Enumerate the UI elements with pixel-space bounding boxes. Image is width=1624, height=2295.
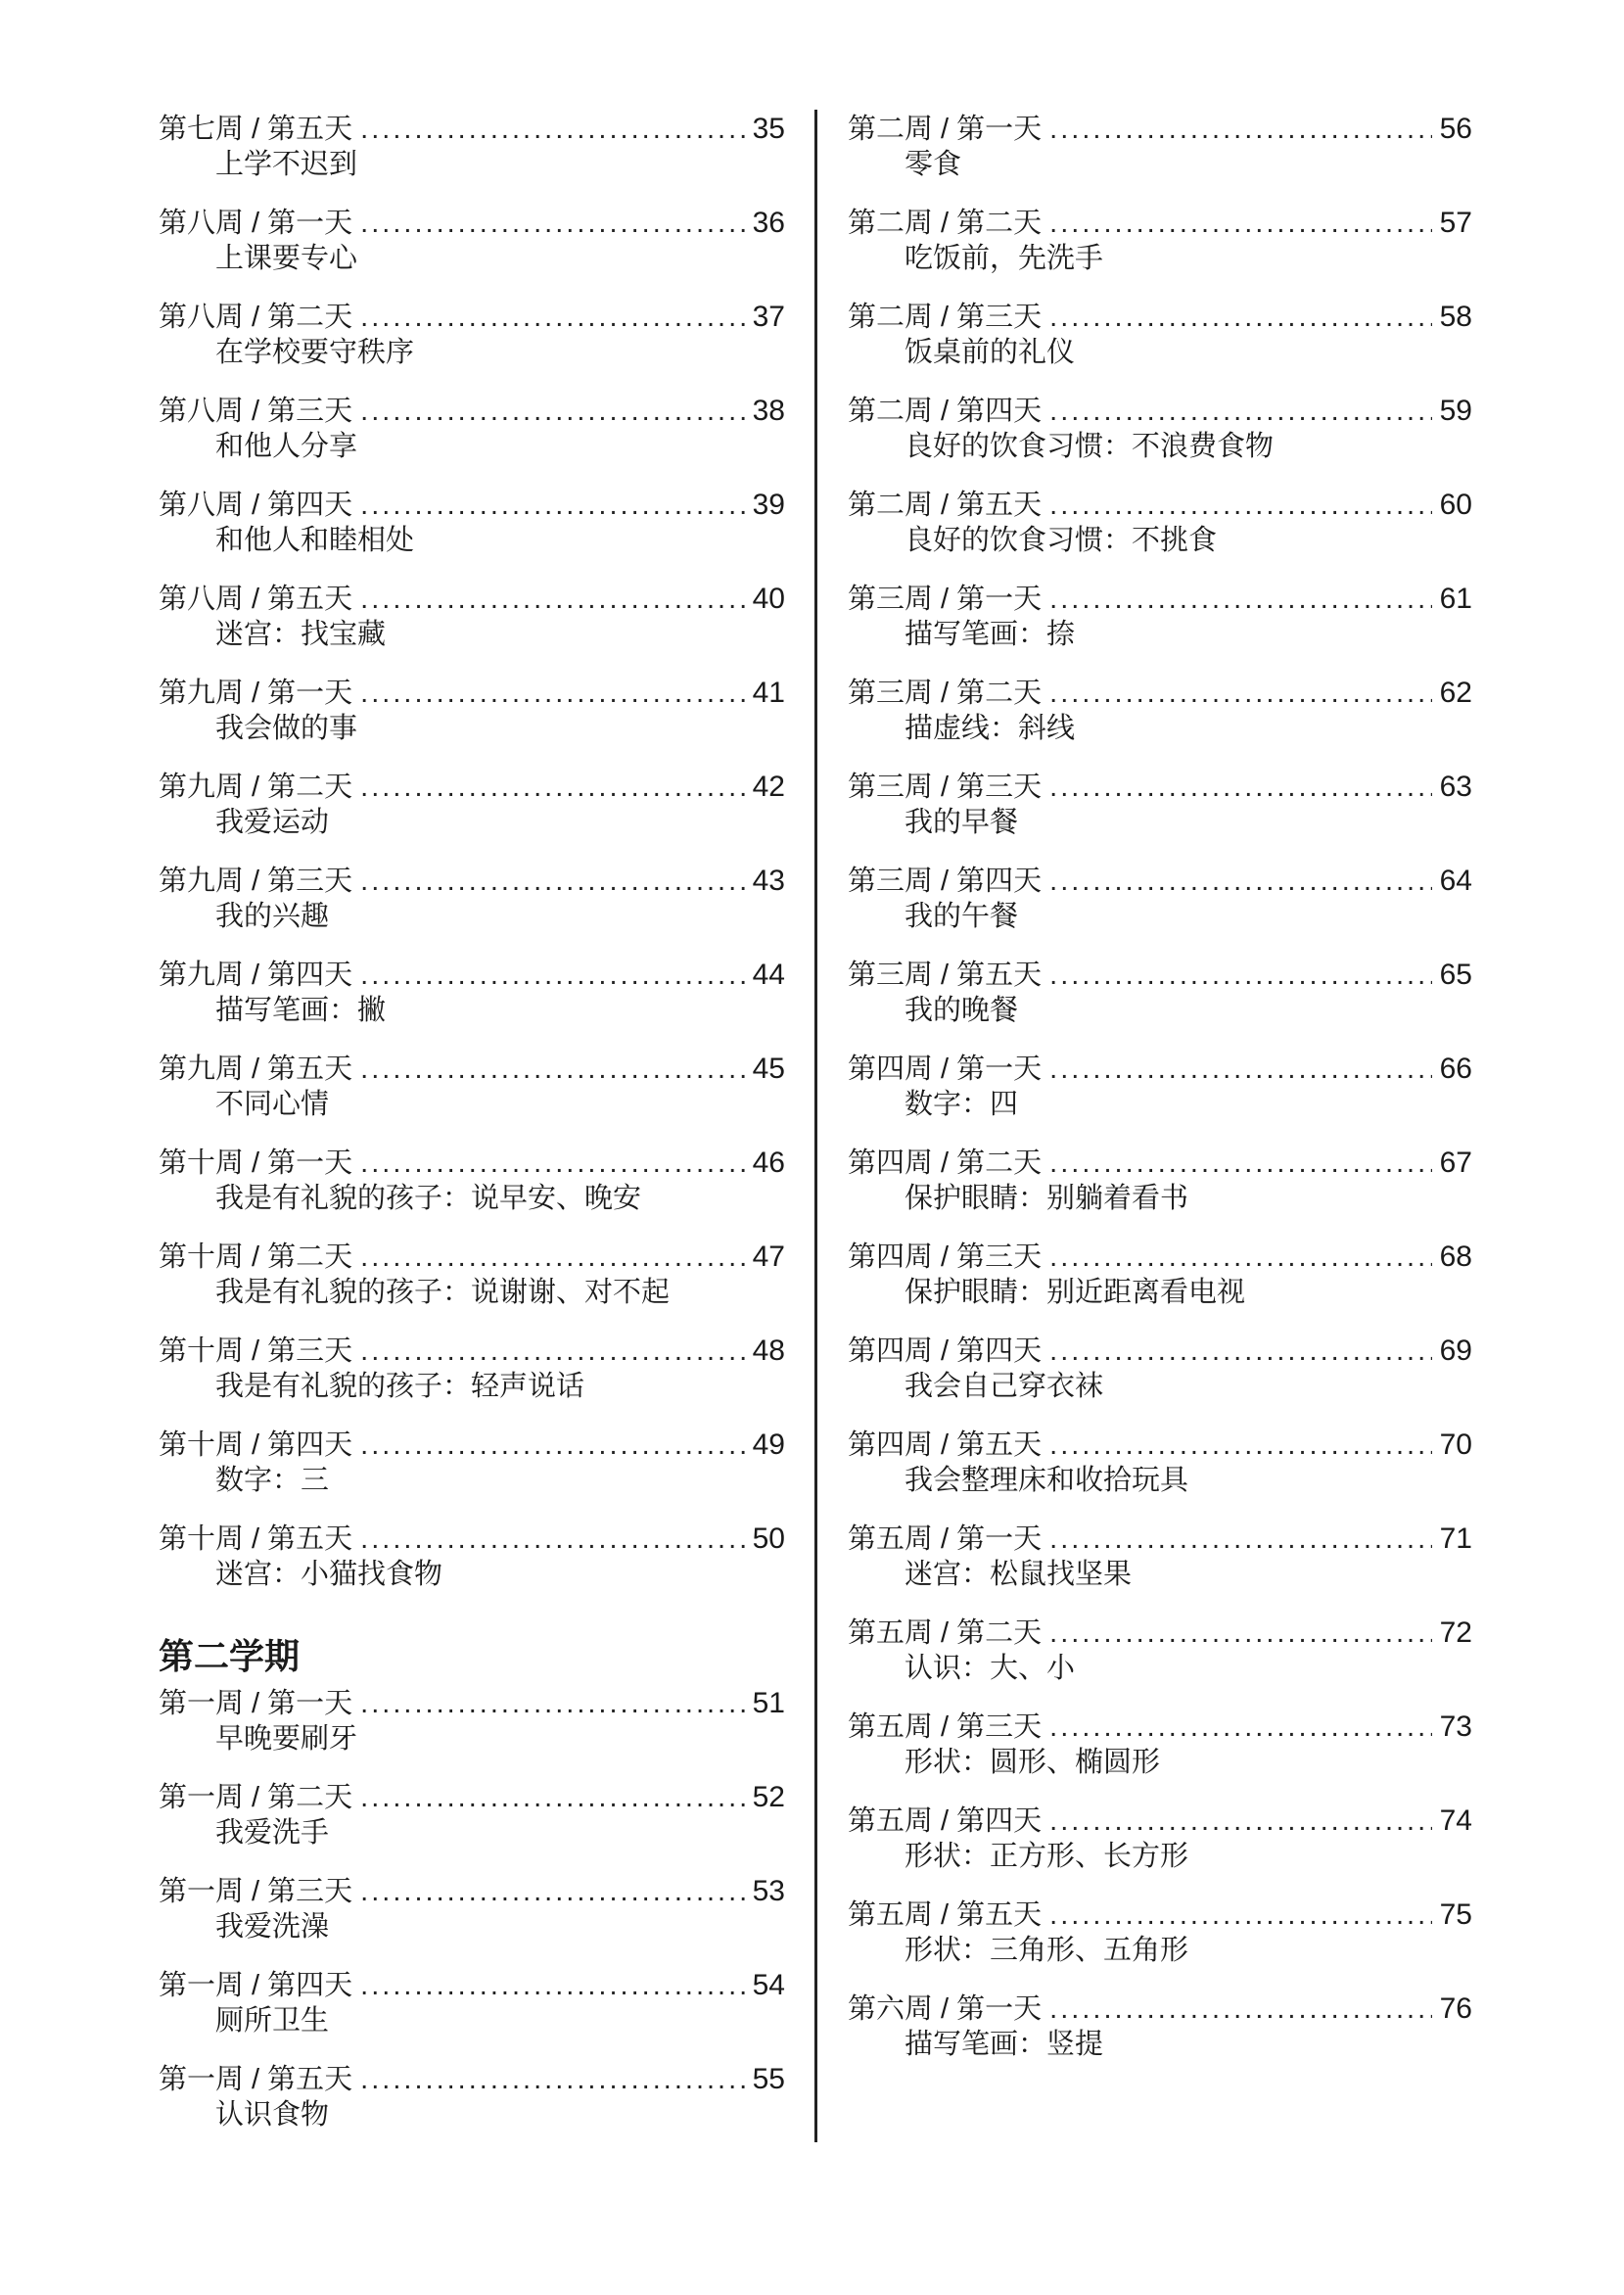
entry-subtitle: 饭桌前的礼仪 [905,337,1076,368]
toc-entry[interactable] [159,300,785,378]
dot-leader [360,206,744,241]
toc-entry[interactable] [159,206,785,284]
entry-subtitle: 吃饭前，先洗手 [905,243,1104,274]
page-number: 44 [752,959,785,991]
dot-leader [1049,206,1431,241]
entry-title: 第四周 / 第四天 [848,1335,1043,1367]
page-number: 52 [752,1781,785,1813]
page-number: 63 [1439,771,1472,803]
dot-leader [360,1428,744,1463]
entry-title: 第六周 / 第一天 [848,1993,1043,2025]
entry-subtitle: 描写笔画：捺 [905,619,1076,650]
page-number: 74 [1439,1804,1472,1837]
entry-subtitle: 数字：三 [215,1465,330,1496]
toc-entry[interactable] [848,770,1472,848]
entry-subtitle: 和他人分享 [215,431,358,462]
entry-title: 第三周 / 第一天 [848,584,1043,615]
entry-subtitle: 认识：大、小 [905,1653,1076,1684]
toc-entry[interactable] [159,1240,785,1318]
toc-entry[interactable] [848,300,1472,378]
entry-title: 第二周 / 第一天 [848,114,1043,145]
toc-entry[interactable] [159,2062,785,2140]
entry-title: 第九周 / 第四天 [159,960,353,991]
entry-subtitle: 保护眼睛：别躺着看书 [905,1183,1189,1214]
toc-entry[interactable] [159,770,785,848]
entry-title: 第三周 / 第三天 [848,772,1043,803]
entry-title: 第十周 / 第三天 [159,1335,353,1367]
dot-leader [360,112,744,147]
entry-title: 第十周 / 第二天 [159,1241,353,1273]
entry-title: 第二周 / 第四天 [848,396,1043,427]
page-number: 53 [752,1875,785,1907]
entry-subtitle: 良好的饮食习惯：不挑食 [905,525,1218,556]
entry-subtitle: 形状：正方形、长方形 [905,1841,1189,1872]
entry-subtitle: 我爱运动 [215,807,330,838]
entry-subtitle: 我是有礼貌的孩子：轻声说话 [215,1371,585,1402]
toc-entry[interactable] [848,676,1472,754]
dot-leader [360,676,744,711]
dot-leader [360,1240,744,1275]
page-number: 66 [1439,1053,1472,1085]
toc-entry[interactable] [159,1334,785,1412]
toc-entry[interactable] [159,864,785,942]
toc-entry[interactable] [848,488,1472,566]
entry-title: 第五周 / 第五天 [848,1899,1043,1931]
section-heading: 第二学期 [159,1636,301,1676]
dot-leader [360,1146,744,1181]
entry-title: 第一周 / 第五天 [159,2064,353,2095]
entry-subtitle: 我的午餐 [905,901,1019,932]
dot-leader [360,1874,744,1909]
dot-leader [1049,1240,1431,1275]
toc-entry[interactable] [848,1803,1472,1882]
entry-subtitle: 迷宫：松鼠找坚果 [905,1559,1133,1590]
page-number: 55 [752,2063,785,2095]
page-number: 36 [752,207,785,239]
entry-subtitle: 我的早餐 [905,807,1019,838]
entry-title: 第三周 / 第四天 [848,866,1043,897]
page-number: 50 [752,1522,785,1555]
dot-leader [1049,1146,1431,1181]
entry-title: 第二周 / 第二天 [848,208,1043,239]
entry-subtitle: 良好的饮食习惯：不浪费食物 [905,431,1275,462]
dot-leader [360,300,744,335]
entry-title: 第一周 / 第四天 [159,1970,353,2001]
entry-subtitle: 我是有礼貌的孩子：说谢谢、对不起 [215,1277,671,1308]
toc-entry[interactable] [159,1052,785,1130]
entry-title: 第四周 / 第五天 [848,1429,1043,1461]
entry-title: 第九周 / 第一天 [159,678,353,709]
page-number: 58 [1439,301,1472,333]
entry-title: 第五周 / 第一天 [848,1523,1043,1555]
dot-leader [1049,1334,1431,1369]
entry-title: 第四周 / 第三天 [848,1241,1043,1273]
toc-entry[interactable] [159,1780,785,1858]
entry-title: 第五周 / 第四天 [848,1805,1043,1837]
dot-leader [1049,676,1431,711]
entry-subtitle: 我会做的事 [215,713,358,744]
toc-entry[interactable] [848,112,1472,190]
toc-entry[interactable] [159,676,785,754]
page-number: 51 [752,1687,785,1719]
entry-subtitle: 零食 [905,149,962,180]
entry-title: 第八周 / 第一天 [159,208,353,239]
page-number: 48 [752,1335,785,1367]
dot-leader [1049,1991,1431,2027]
page-number: 49 [752,1429,785,1461]
entry-title: 第十周 / 第四天 [159,1429,353,1461]
page-number: 61 [1439,583,1472,615]
page-number: 37 [752,301,785,333]
entry-subtitle: 数字：四 [905,1089,1019,1120]
dot-leader [1049,1052,1431,1087]
toc-entry[interactable] [848,1522,1472,1600]
page-number: 41 [752,677,785,709]
page-number: 39 [752,489,785,521]
entry-title: 第九周 / 第二天 [159,772,353,803]
toc-entry[interactable] [848,864,1472,942]
page-number: 68 [1439,1241,1472,1273]
entry-title: 第九周 / 第五天 [159,1054,353,1085]
toc-entry[interactable] [159,1968,785,2046]
page-number: 40 [752,583,785,615]
toc-entry[interactable] [159,958,785,1036]
entry-subtitle: 描写笔画：撇 [215,995,387,1026]
toc-entry[interactable] [159,1686,785,1764]
dot-leader [1049,770,1431,805]
page-number: 65 [1439,959,1472,991]
page-number: 42 [752,771,785,803]
page-number: 70 [1439,1429,1472,1461]
entry-subtitle: 描写笔画：竖提 [905,2029,1104,2060]
entry-subtitle: 我爱洗手 [215,1817,330,1849]
entry-subtitle: 迷宫：找宝藏 [215,619,387,650]
entry-subtitle: 上学不迟到 [215,149,358,180]
toc-entry[interactable] [848,958,1472,1036]
entry-subtitle: 我的晚餐 [905,995,1019,1026]
dot-leader [360,1522,744,1557]
entry-subtitle: 上课要专心 [215,243,358,274]
entry-title: 第二周 / 第五天 [848,490,1043,521]
entry-title: 第三周 / 第二天 [848,678,1043,709]
entry-subtitle: 早晚要刷牙 [215,1723,358,1755]
entry-title: 第一周 / 第二天 [159,1782,353,1813]
dot-leader [1049,958,1431,993]
page-number: 56 [1439,113,1472,145]
entry-title: 第九周 / 第三天 [159,866,353,897]
toc-entry[interactable] [159,1146,785,1224]
dot-leader [1049,582,1431,617]
dot-leader [360,582,744,617]
toc-entry[interactable] [159,112,785,190]
page-number: 76 [1439,1992,1472,2025]
dot-leader [360,1780,744,1815]
entry-title: 第八周 / 第四天 [159,490,353,521]
toc-entry[interactable] [159,582,785,660]
toc-entry[interactable] [848,1052,1472,1130]
page-number: 43 [752,865,785,897]
toc-entry[interactable] [848,1616,1472,1694]
entry-subtitle: 迷宫：小猫找食物 [215,1559,443,1590]
page-number: 45 [752,1053,785,1085]
dot-leader [1049,300,1431,335]
dot-leader [360,1334,744,1369]
page-number: 67 [1439,1147,1472,1179]
entry-subtitle: 在学校要守秩序 [215,337,415,368]
dot-leader [1049,488,1431,523]
page-number: 35 [752,113,785,145]
dot-leader [1049,1710,1431,1745]
dot-leader [1049,394,1431,429]
page-number: 69 [1439,1335,1472,1367]
toc-entry[interactable] [159,394,785,472]
dot-leader [1049,1428,1431,1463]
dot-leader [360,958,744,993]
entry-subtitle: 保护眼睛：别近距离看电视 [905,1277,1246,1308]
dot-leader [360,1686,744,1721]
entry-title: 第二周 / 第三天 [848,302,1043,333]
dot-leader [360,1052,744,1087]
dot-leader [1049,1897,1431,1933]
entry-subtitle: 我是有礼貌的孩子：说早安、晚安 [215,1183,642,1214]
toc-entry[interactable] [848,1240,1472,1318]
page-number: 59 [1439,395,1472,427]
dot-leader [360,770,744,805]
entry-subtitle: 认识食物 [215,2099,330,2131]
page-number: 73 [1439,1710,1472,1743]
dot-leader [1049,1803,1431,1839]
toc-entry[interactable] [848,1710,1472,1788]
dot-leader [360,488,744,523]
page-number: 38 [752,395,785,427]
dot-leader [360,394,744,429]
toc-entry[interactable] [159,1522,785,1600]
page-number: 57 [1439,207,1472,239]
dot-leader [360,1968,744,2003]
toc-entry[interactable] [159,1874,785,1952]
entry-title: 第四周 / 第一天 [848,1054,1043,1085]
entry-title: 第一周 / 第三天 [159,1876,353,1907]
dot-leader [1049,112,1431,147]
dot-leader [1049,1522,1431,1557]
page-number: 72 [1439,1616,1472,1649]
page-number: 62 [1439,677,1472,709]
page-number: 64 [1439,865,1472,897]
entry-subtitle: 我会整理床和收拾玩具 [905,1465,1189,1496]
toc-entry[interactable] [159,1428,785,1506]
entry-subtitle: 不同心情 [215,1089,330,1120]
page-number: 75 [1439,1898,1472,1931]
entry-title: 第五周 / 第三天 [848,1711,1043,1743]
entry-title: 第七周 / 第五天 [159,114,353,145]
entry-subtitle: 厕所卫生 [215,2005,330,2037]
entry-title: 第四周 / 第二天 [848,1148,1043,1179]
entry-subtitle: 形状：圆形、椭圆形 [905,1747,1161,1778]
page-number: 46 [752,1147,785,1179]
toc-entry[interactable] [848,1991,1472,2070]
page-number: 60 [1439,489,1472,521]
entry-title: 第十周 / 第一天 [159,1148,353,1179]
column-divider [814,110,817,2142]
toc-entry[interactable] [848,582,1472,660]
dot-leader [1049,864,1431,899]
entry-subtitle: 我会自己穿衣袜 [905,1371,1104,1402]
toc-entry[interactable] [848,1334,1472,1412]
dot-leader [360,864,744,899]
entry-title: 第十周 / 第五天 [159,1523,353,1555]
toc-entry[interactable] [159,488,785,566]
toc-entry[interactable] [848,1428,1472,1506]
entry-subtitle: 我爱洗澡 [215,1911,330,1943]
dot-leader [1049,1616,1431,1651]
toc-entry[interactable] [848,1897,1472,1976]
page-number: 71 [1439,1522,1472,1555]
entry-subtitle: 我的兴趣 [215,901,330,932]
entry-title: 第五周 / 第二天 [848,1617,1043,1649]
entry-subtitle: 形状：三角形、五角形 [905,1935,1189,1966]
page-number: 47 [752,1241,785,1273]
entry-title: 第八周 / 第三天 [159,396,353,427]
toc-entry[interactable] [848,206,1472,284]
toc-entry[interactable] [848,1146,1472,1224]
entry-title: 第一周 / 第一天 [159,1688,353,1719]
dot-leader [360,2062,744,2097]
page-number: 54 [752,1969,785,2001]
toc-entry[interactable] [848,394,1472,472]
entry-title: 第八周 / 第五天 [159,584,353,615]
entry-title: 第八周 / 第二天 [159,302,353,333]
entry-title: 第三周 / 第五天 [848,960,1043,991]
entry-subtitle: 和他人和睦相处 [215,525,415,556]
entry-subtitle: 描虚线：斜线 [905,713,1076,744]
